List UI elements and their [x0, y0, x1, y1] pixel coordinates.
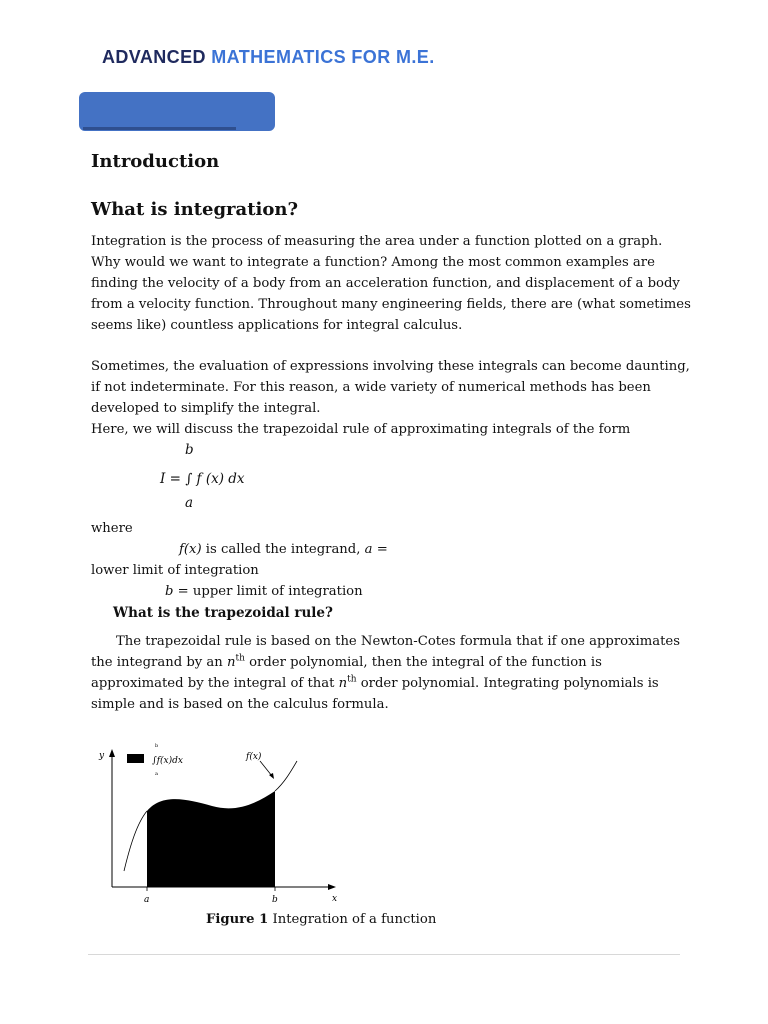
- a-symbol: a: [364, 542, 373, 557]
- formula-lower-limit: a: [185, 495, 194, 511]
- p4-part2: order polynomial, then the integral of the function is approximated by the integral of that: [91, 655, 602, 691]
- figure-caption: [206, 912, 436, 927]
- b-label: b: [272, 895, 278, 905]
- definition-integrand: [179, 542, 388, 557]
- header-banner: [79, 92, 275, 131]
- x-label: x: [332, 894, 338, 904]
- integration-figure: [92, 741, 352, 911]
- p4-part3: order polynomial. Integrating polynomials is simple and is based on the calculus formula.: [91, 676, 659, 712]
- y-axis-arrow: [109, 749, 115, 757]
- x-axis-arrow: [328, 884, 336, 890]
- heading-what-is-integration: What is integration?: [91, 199, 298, 220]
- definition-upper-limit: [165, 584, 363, 599]
- caption-text: Integration of a function: [268, 912, 437, 927]
- p4-part1: The trapezoidal rule is based on the Newton-Cotes formula that if one approximates the integrand by an: [91, 634, 680, 670]
- upper-limit-text: = upper limit of integration: [173, 584, 363, 599]
- paragraph-newton-cotes: [91, 631, 691, 715]
- definition-lower-limit: lower limit of integration: [91, 563, 259, 578]
- title-advanced: ADVANCED: [102, 47, 206, 67]
- th-superscript-2: th: [347, 674, 357, 685]
- fx-symbol: f(x): [179, 542, 202, 557]
- paragraph-numerical-methods: Sometimes, the evaluation of expressions involving these integrals can become daunting, if not indeterminate. For this reason, a wide variety of numerical methods has been developed to simplify the integral.: [91, 359, 690, 416]
- legend-integral: ∫f(x)dx: [152, 756, 183, 766]
- legend-upper: b: [155, 743, 159, 749]
- fx-label: f(x): [246, 752, 262, 762]
- n-symbol-1: n: [226, 655, 236, 670]
- footer-divider: [88, 954, 680, 955]
- legend-lower: a: [155, 771, 158, 777]
- heading-trapezoidal-rule: What is the trapezoidal rule?: [113, 605, 333, 621]
- caption-bold: Figure 1: [206, 912, 269, 927]
- fx-pointer: [260, 761, 272, 776]
- integrand-text: is called the integrand,: [201, 542, 365, 557]
- document-header-title: [102, 47, 435, 68]
- legend-swatch: [127, 754, 144, 763]
- heading-introduction: Introduction: [91, 151, 220, 172]
- b-symbol: b: [165, 584, 174, 599]
- paragraph-integration-definition: Integration is the process of measuring the area under a function plotted on a graph. Why would we want to integrate a function? Among the most common examples are finding the velocity of a body from an acceleration function, and displacement of a body from a velocity function. Throughout many engineering fields, there are (what sometimes seems like) countless applications for integral calculus.: [91, 234, 691, 333]
- a-equals: =: [372, 542, 388, 557]
- where-label: where: [91, 521, 133, 536]
- paragraph-trapezoidal-intro: Here, we will discuss the trapezoidal rule of approximating integrals of the form: [91, 422, 631, 437]
- th-superscript-1: th: [235, 653, 245, 664]
- shaded-integral-area: [147, 791, 275, 887]
- title-mathematics: MATHEMATICS FOR M.E.: [211, 47, 435, 67]
- y-label: y: [99, 751, 105, 761]
- banner-underline: [83, 127, 236, 130]
- function-curve-right: [275, 761, 297, 791]
- formula-upper-limit: b: [185, 442, 194, 458]
- fx-pointer-arrow: [269, 773, 274, 779]
- function-curve-left: [124, 811, 147, 871]
- n-symbol-2: n: [338, 676, 348, 691]
- a-label: a: [144, 895, 150, 905]
- formula-integral: I = ∫ f (x) dx: [160, 471, 245, 487]
